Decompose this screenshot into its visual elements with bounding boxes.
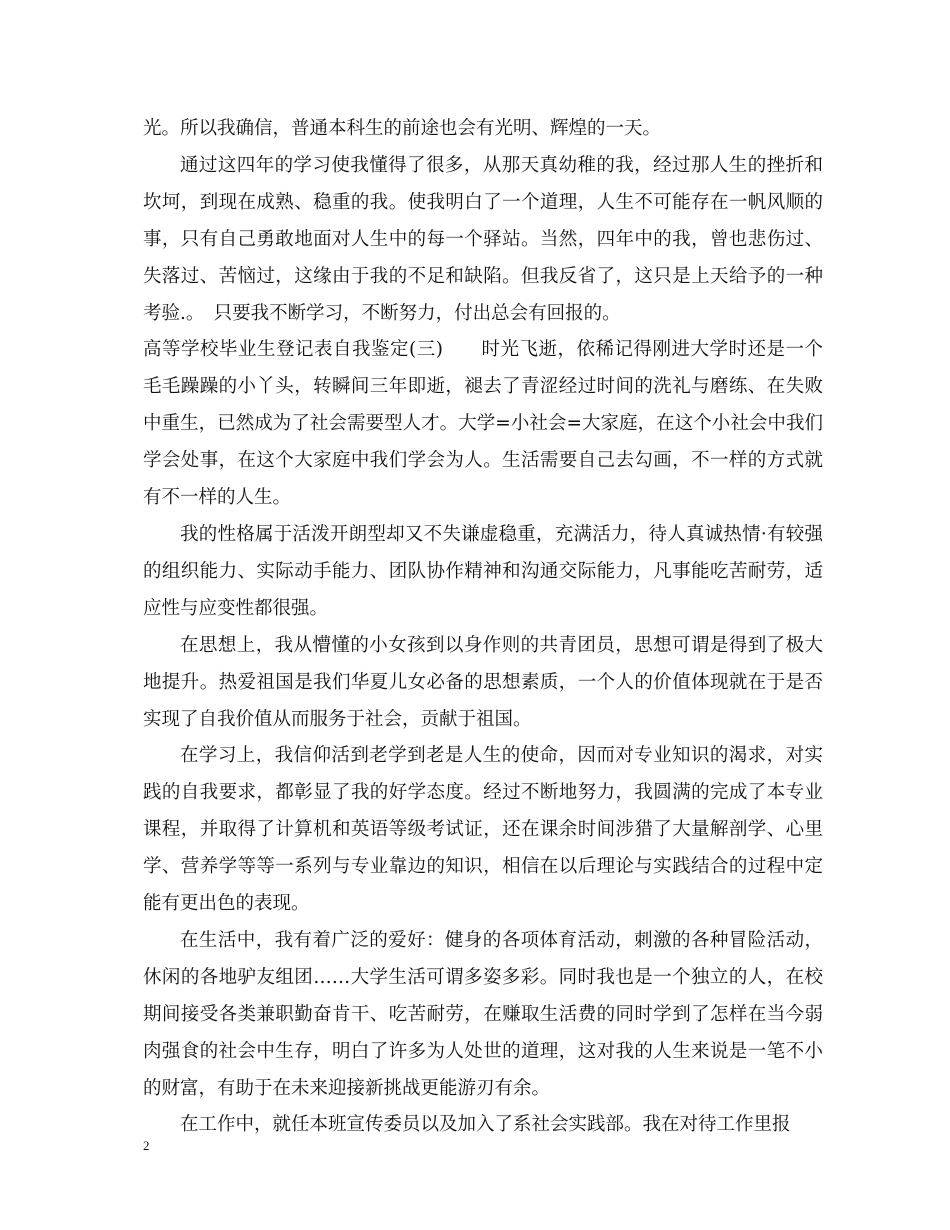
paragraph-6: 在学习上，我信仰活到老学到老是人生的使命，因而对专业知识的渴求，对实践的自我要求，都彰显了我的好学态度。经过不断地努力，我圆满的完成了本专业课程，并取得了计算机和英语等级考试证，还在课余时间涉猎了大量解剖学、心里学、营养学等等一系列与专业靠边的知识，相信在以后理论与实践结合的过程中定能有更出色的表现。 (143, 745, 823, 915)
paragraph-7: 在生活中，我有着广泛的爱好：健身的各项体育活动，刺激的各种冒险活动，休闲的各地驴友组团……大学生活可谓多姿多彩。同时我也是一个独立的人，在校期间接受各类兼职勤奋肯干、吃苦耐劳，在赚取生活费的同时学到了怎样在当今弱肉强食的社会中生存，明白了许多为人处世的道理，这对我的人生来说是一笔不小的财富，有助于在未来迎接新挑战更能游刃有余。 (143, 929, 823, 1099)
paragraph-1: 光。所以我确信，普通本科生的前途也会有光明、辉煌的一天。 (143, 118, 662, 139)
paragraph-8: 在工作中，就任本班宣传委员以及加入了系社会实践部。我在对待工作里报 (180, 1114, 791, 1136)
document-body (143, 111, 823, 1144)
paragraph-2: 通过这四年的学习使我懂得了很多，从那天真幼稚的我，经过那人生的挫折和坎坷，到现在成熟、稳重的我。使我明白了一个道理，人生不可能存在一帆风顺的事，只有自己勇敢地面对人生中的每一个驿站。当然，四年中的我，曾也悲伤过、失落过、苦恼过，这缘由于我的不足和缺陷。但我反省了，这只是上天给予的一种考验.。 只要我不断学习，不断努力，付出总会有回报的。 (143, 154, 823, 324)
paragraph-4: 我的性格属于活泼开朗型却又不失谦虚稳重，充满活力，待人真诚热情·有较强的组织能力、实际动手能力、团队协作精神和沟通交际能力，凡事能吃苦耐劳，适应性与应变性都很强。 (143, 523, 823, 619)
paragraph-5: 在思想上，我从懵懂的小女孩到以身作则的共青团员，思想可谓是得到了极大地提升。热爱祖国是我们华夏儿女必备的思想素质，一个人的价值体现就在于是否实现了自我价值从而服务于社会，贡献于祖国。 (143, 634, 823, 730)
paragraph-3-section-heading: 高等学校毕业生登记表自我鉴定(三) 时光飞逝，依稀记得刚进大学时还是一个毛毛躁躁的小丫头，转瞬间三年即逝，褪去了青涩经过时间的洗礼与磨练、在失败中重生，已然成为了社会需要型人才。大学=小社会=大家庭，在这个小社会中我们学会处事，在这个大家庭中我们学会为人。生活需要自己去勾画，不一样的方式就有不一样的人生。 (143, 339, 823, 509)
page-number: 2 (143, 1138, 150, 1153)
